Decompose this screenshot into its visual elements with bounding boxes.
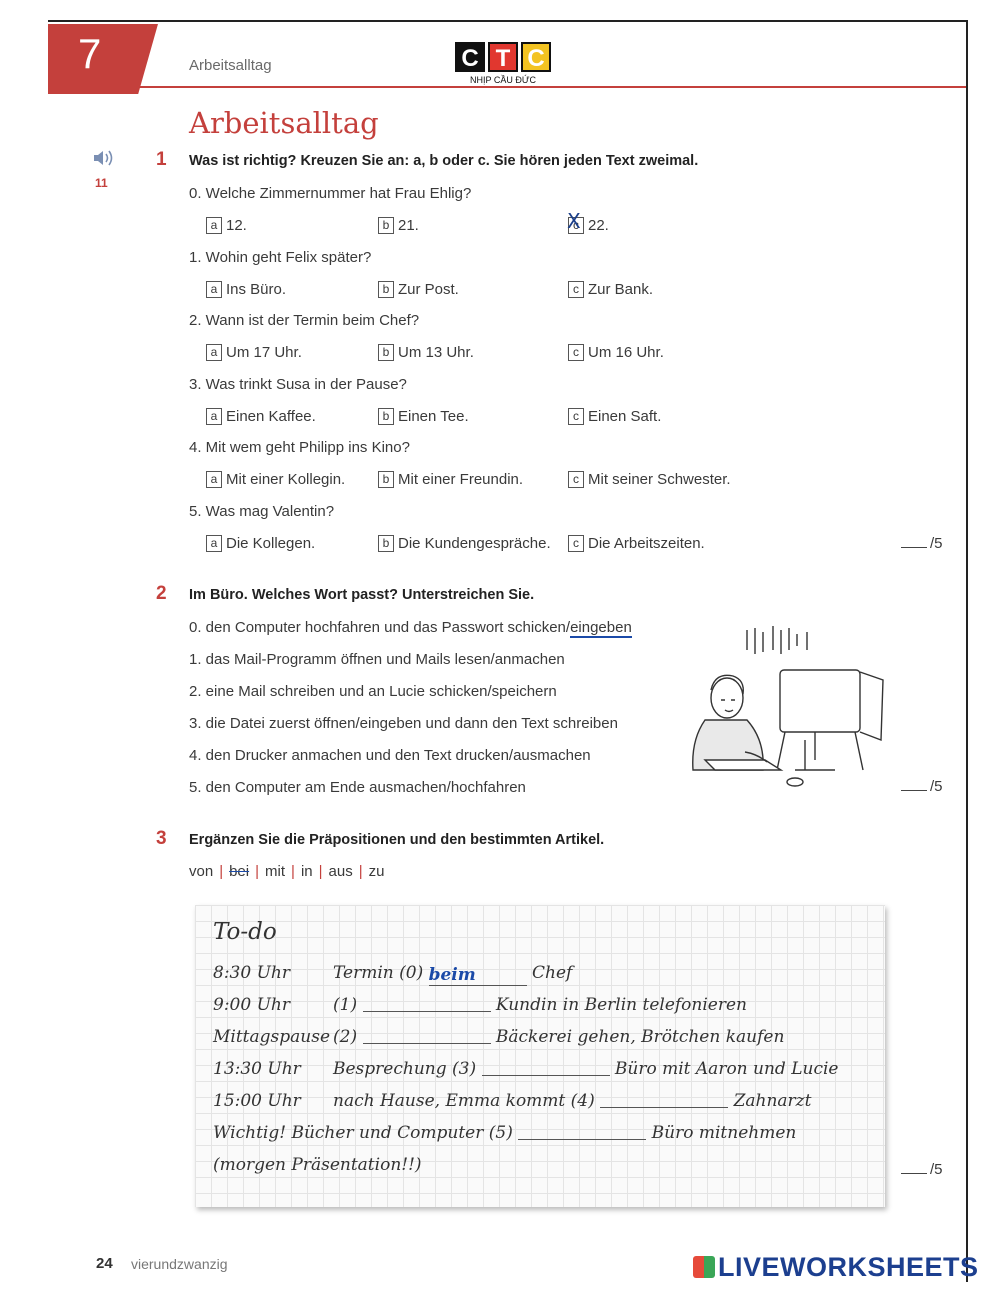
notepad-heading: To-do bbox=[213, 919, 277, 945]
todo-notepad bbox=[195, 905, 885, 1207]
sentence-item[interactable]: 4. den Drucker anmachen und den Text drucken/ausmachen bbox=[189, 747, 591, 764]
option-text: Mit einer Kollegin. bbox=[226, 471, 346, 488]
task-instruction: Ergänzen Sie die Präpositionen und den bestimmten Artikel. bbox=[189, 832, 605, 848]
checkbox[interactable]: b bbox=[378, 217, 394, 234]
checkbox[interactable]: c bbox=[568, 408, 584, 425]
option-text: Mit einer Freundin. bbox=[398, 471, 524, 488]
answer-option[interactable] bbox=[568, 281, 653, 298]
option-text: Um 17 Uhr. bbox=[226, 344, 302, 361]
todo-entry: (2) Bäckerei gehen, Brötchen kaufen bbox=[333, 1027, 785, 1047]
question-text: 0. Welche Zimmernummer hat Frau Ehlig? bbox=[189, 185, 472, 202]
todo-entry: nach Hause, Emma kommt (4) Zahnarzt bbox=[333, 1091, 812, 1111]
question-text: 5. Was mag Valentin? bbox=[189, 502, 335, 520]
checkbox[interactable]: a bbox=[206, 217, 222, 234]
todo-time: 15:00 Uhr bbox=[213, 1091, 301, 1111]
todo-time: 8:30 Uhr bbox=[213, 963, 290, 983]
filled-answer[interactable]: beim bbox=[429, 965, 527, 986]
task-instruction: Was ist richtig? Kreuzen Sie an: a, b oder c. Sie hören jeden Text zweimal. bbox=[189, 153, 699, 169]
score-field[interactable]: /5 bbox=[901, 1161, 943, 1178]
answer-blank[interactable] bbox=[363, 1043, 491, 1044]
example-sentence: 0. den Computer hochfahren und das Passwort schicken/eingeben bbox=[189, 619, 632, 636]
todo-time: Mittagspause bbox=[213, 1027, 330, 1047]
option-text: Einen Kaffee. bbox=[226, 407, 316, 425]
question-text: 3. Was trinkt Susa in der Pause? bbox=[189, 375, 407, 393]
word-bank-item: zu bbox=[368, 863, 385, 880]
page-number-word: vierundzwanzig bbox=[131, 1256, 228, 1272]
task-number: 1 bbox=[156, 149, 167, 170]
option-text: Um 13 Uhr. bbox=[398, 344, 474, 361]
liveworksheets-brand[interactable]: LIVEWORKSHEETS bbox=[693, 1252, 979, 1283]
sentence-item[interactable]: 5. den Computer am Ende ausmachen/hochfahren bbox=[189, 779, 526, 796]
checkbox[interactable]: a bbox=[206, 535, 222, 552]
logo-subtitle: NHỊP CẦU ĐỨC bbox=[469, 75, 537, 85]
option-text: Mit seiner Schwester. bbox=[588, 471, 731, 488]
word-bank-item: in bbox=[300, 863, 313, 880]
answer-option[interactable] bbox=[206, 344, 302, 361]
answer-blank[interactable] bbox=[482, 1075, 610, 1076]
word-bank-item: von bbox=[189, 863, 214, 880]
page-frame-top bbox=[48, 20, 968, 22]
todo-entry: (morgen Präsentation!!) bbox=[213, 1155, 422, 1175]
chapter-number: 7 bbox=[78, 30, 102, 77]
logo-letter: C bbox=[521, 42, 551, 72]
answer-option[interactable] bbox=[206, 281, 286, 298]
checkbox[interactable]: c bbox=[568, 535, 584, 552]
checkbox[interactable]: b bbox=[378, 408, 394, 425]
todo-entry: Besprechung (3) Büro mit Aaron und Lucie bbox=[333, 1059, 839, 1079]
checkbox[interactable]: b bbox=[378, 344, 394, 361]
answer-option[interactable] bbox=[568, 408, 661, 425]
answer-option[interactable] bbox=[378, 217, 419, 234]
option-text: Einen Saft. bbox=[588, 407, 662, 425]
checkbox[interactable]: a bbox=[206, 281, 222, 298]
todo-entry: Wichtig! Bücher und Computer (5) Büro mitnehmen bbox=[213, 1123, 797, 1143]
option-text: Die Arbeitszeiten. bbox=[588, 534, 705, 552]
answer-option[interactable] bbox=[206, 217, 247, 234]
logo-letter: C bbox=[455, 42, 485, 72]
answer-option[interactable] bbox=[378, 281, 459, 298]
option-text: Um 16 Uhr. bbox=[588, 344, 664, 361]
audio-track-number: 11 bbox=[95, 176, 108, 190]
score-field[interactable]: /5 bbox=[901, 778, 943, 795]
answer-option[interactable] bbox=[378, 471, 523, 488]
task-number: 2 bbox=[156, 583, 167, 604]
answer-option[interactable] bbox=[568, 471, 731, 488]
office-worker-illustration bbox=[685, 620, 895, 795]
answer-option[interactable] bbox=[568, 217, 609, 234]
option-text: Ins Büro. bbox=[226, 280, 287, 298]
option-text: 21. bbox=[398, 217, 419, 234]
todo-time: 13:30 Uhr bbox=[213, 1059, 301, 1079]
checkbox[interactable]: a bbox=[206, 471, 222, 488]
ctc-logo bbox=[455, 42, 551, 86]
answer-option[interactable] bbox=[206, 408, 316, 425]
checkbox[interactable]: c bbox=[568, 471, 584, 488]
page-number: 24 bbox=[96, 1255, 113, 1272]
answer-option[interactable] bbox=[378, 344, 474, 361]
question-text: 2. Wann ist der Termin beim Chef? bbox=[189, 312, 420, 329]
answer-blank[interactable] bbox=[363, 1011, 491, 1012]
question-text: 4. Mit wem geht Philipp ins Kino? bbox=[189, 439, 410, 456]
option-text: Zur Bank. bbox=[588, 280, 654, 298]
option-text: Die Kollegen. bbox=[226, 534, 316, 552]
option-text: 22. bbox=[588, 217, 609, 234]
task-number: 3 bbox=[156, 828, 167, 849]
checkbox[interactable]: c bbox=[568, 344, 584, 361]
checkbox[interactable]: c bbox=[568, 281, 584, 298]
word-bank: von | bei | mit | in | aus | zu bbox=[189, 863, 385, 880]
sentence-item[interactable]: 1. das Mail-Programm öffnen und Mails lesen/anmachen bbox=[189, 651, 565, 668]
answer-option[interactable] bbox=[378, 535, 551, 552]
answer-blank[interactable] bbox=[518, 1139, 646, 1140]
liveworksheets-logo-icon bbox=[693, 1256, 715, 1278]
question-text: 1. Wohin geht Felix später? bbox=[189, 248, 372, 266]
page-title: Arbeitsalltag bbox=[189, 106, 379, 140]
logo-letter: T bbox=[488, 42, 518, 72]
sentence-item[interactable]: 2. eine Mail schreiben und an Lucie schicken/speichern bbox=[189, 683, 557, 700]
checkbox[interactable]: a bbox=[206, 408, 222, 425]
checkbox[interactable]: b bbox=[378, 471, 394, 488]
sentence-item[interactable]: 3. die Datei zuerst öffnen/eingeben und dann den Text schreiben bbox=[189, 715, 618, 732]
option-text: Zur Post. bbox=[398, 280, 459, 298]
option-text: Die Kundengespräche. bbox=[398, 534, 551, 552]
answer-option[interactable] bbox=[568, 535, 705, 552]
score-field[interactable]: /5 bbox=[901, 535, 943, 552]
todo-entry: Termin (0) beim Chef bbox=[333, 963, 573, 985]
word-bank-item: aus bbox=[328, 863, 353, 880]
checkbox-checked[interactable]: c X bbox=[568, 217, 584, 234]
todo-time: 9:00 Uhr bbox=[213, 995, 290, 1015]
option-text: 12. bbox=[226, 217, 247, 234]
chapter-title: Arbeitsalltag bbox=[189, 57, 272, 74]
answer-option[interactable] bbox=[206, 471, 345, 488]
option-text: Einen Tee. bbox=[398, 407, 469, 425]
page-frame-right bbox=[966, 20, 968, 1282]
checkbox[interactable]: a bbox=[206, 344, 222, 361]
todo-entry: (1) Kundin in Berlin telefonieren bbox=[333, 995, 747, 1015]
answer-option[interactable] bbox=[568, 344, 664, 361]
task-instruction: Im Büro. Welches Wort passt? Unterstreichen Sie. bbox=[189, 587, 535, 603]
header-rule bbox=[48, 86, 966, 88]
answer-option[interactable] bbox=[378, 408, 469, 425]
checkbox[interactable]: b bbox=[378, 535, 394, 552]
answer-blank[interactable] bbox=[600, 1107, 728, 1108]
checkbox[interactable]: b bbox=[378, 281, 394, 298]
word-bank-item: mit bbox=[265, 863, 286, 880]
answer-option[interactable] bbox=[206, 535, 315, 552]
example-answer: eingeben bbox=[570, 619, 632, 636]
speaker-icon[interactable] bbox=[92, 148, 116, 173]
chapter-tab bbox=[48, 24, 158, 94]
word-bank-item-used: bei bbox=[229, 863, 250, 880]
